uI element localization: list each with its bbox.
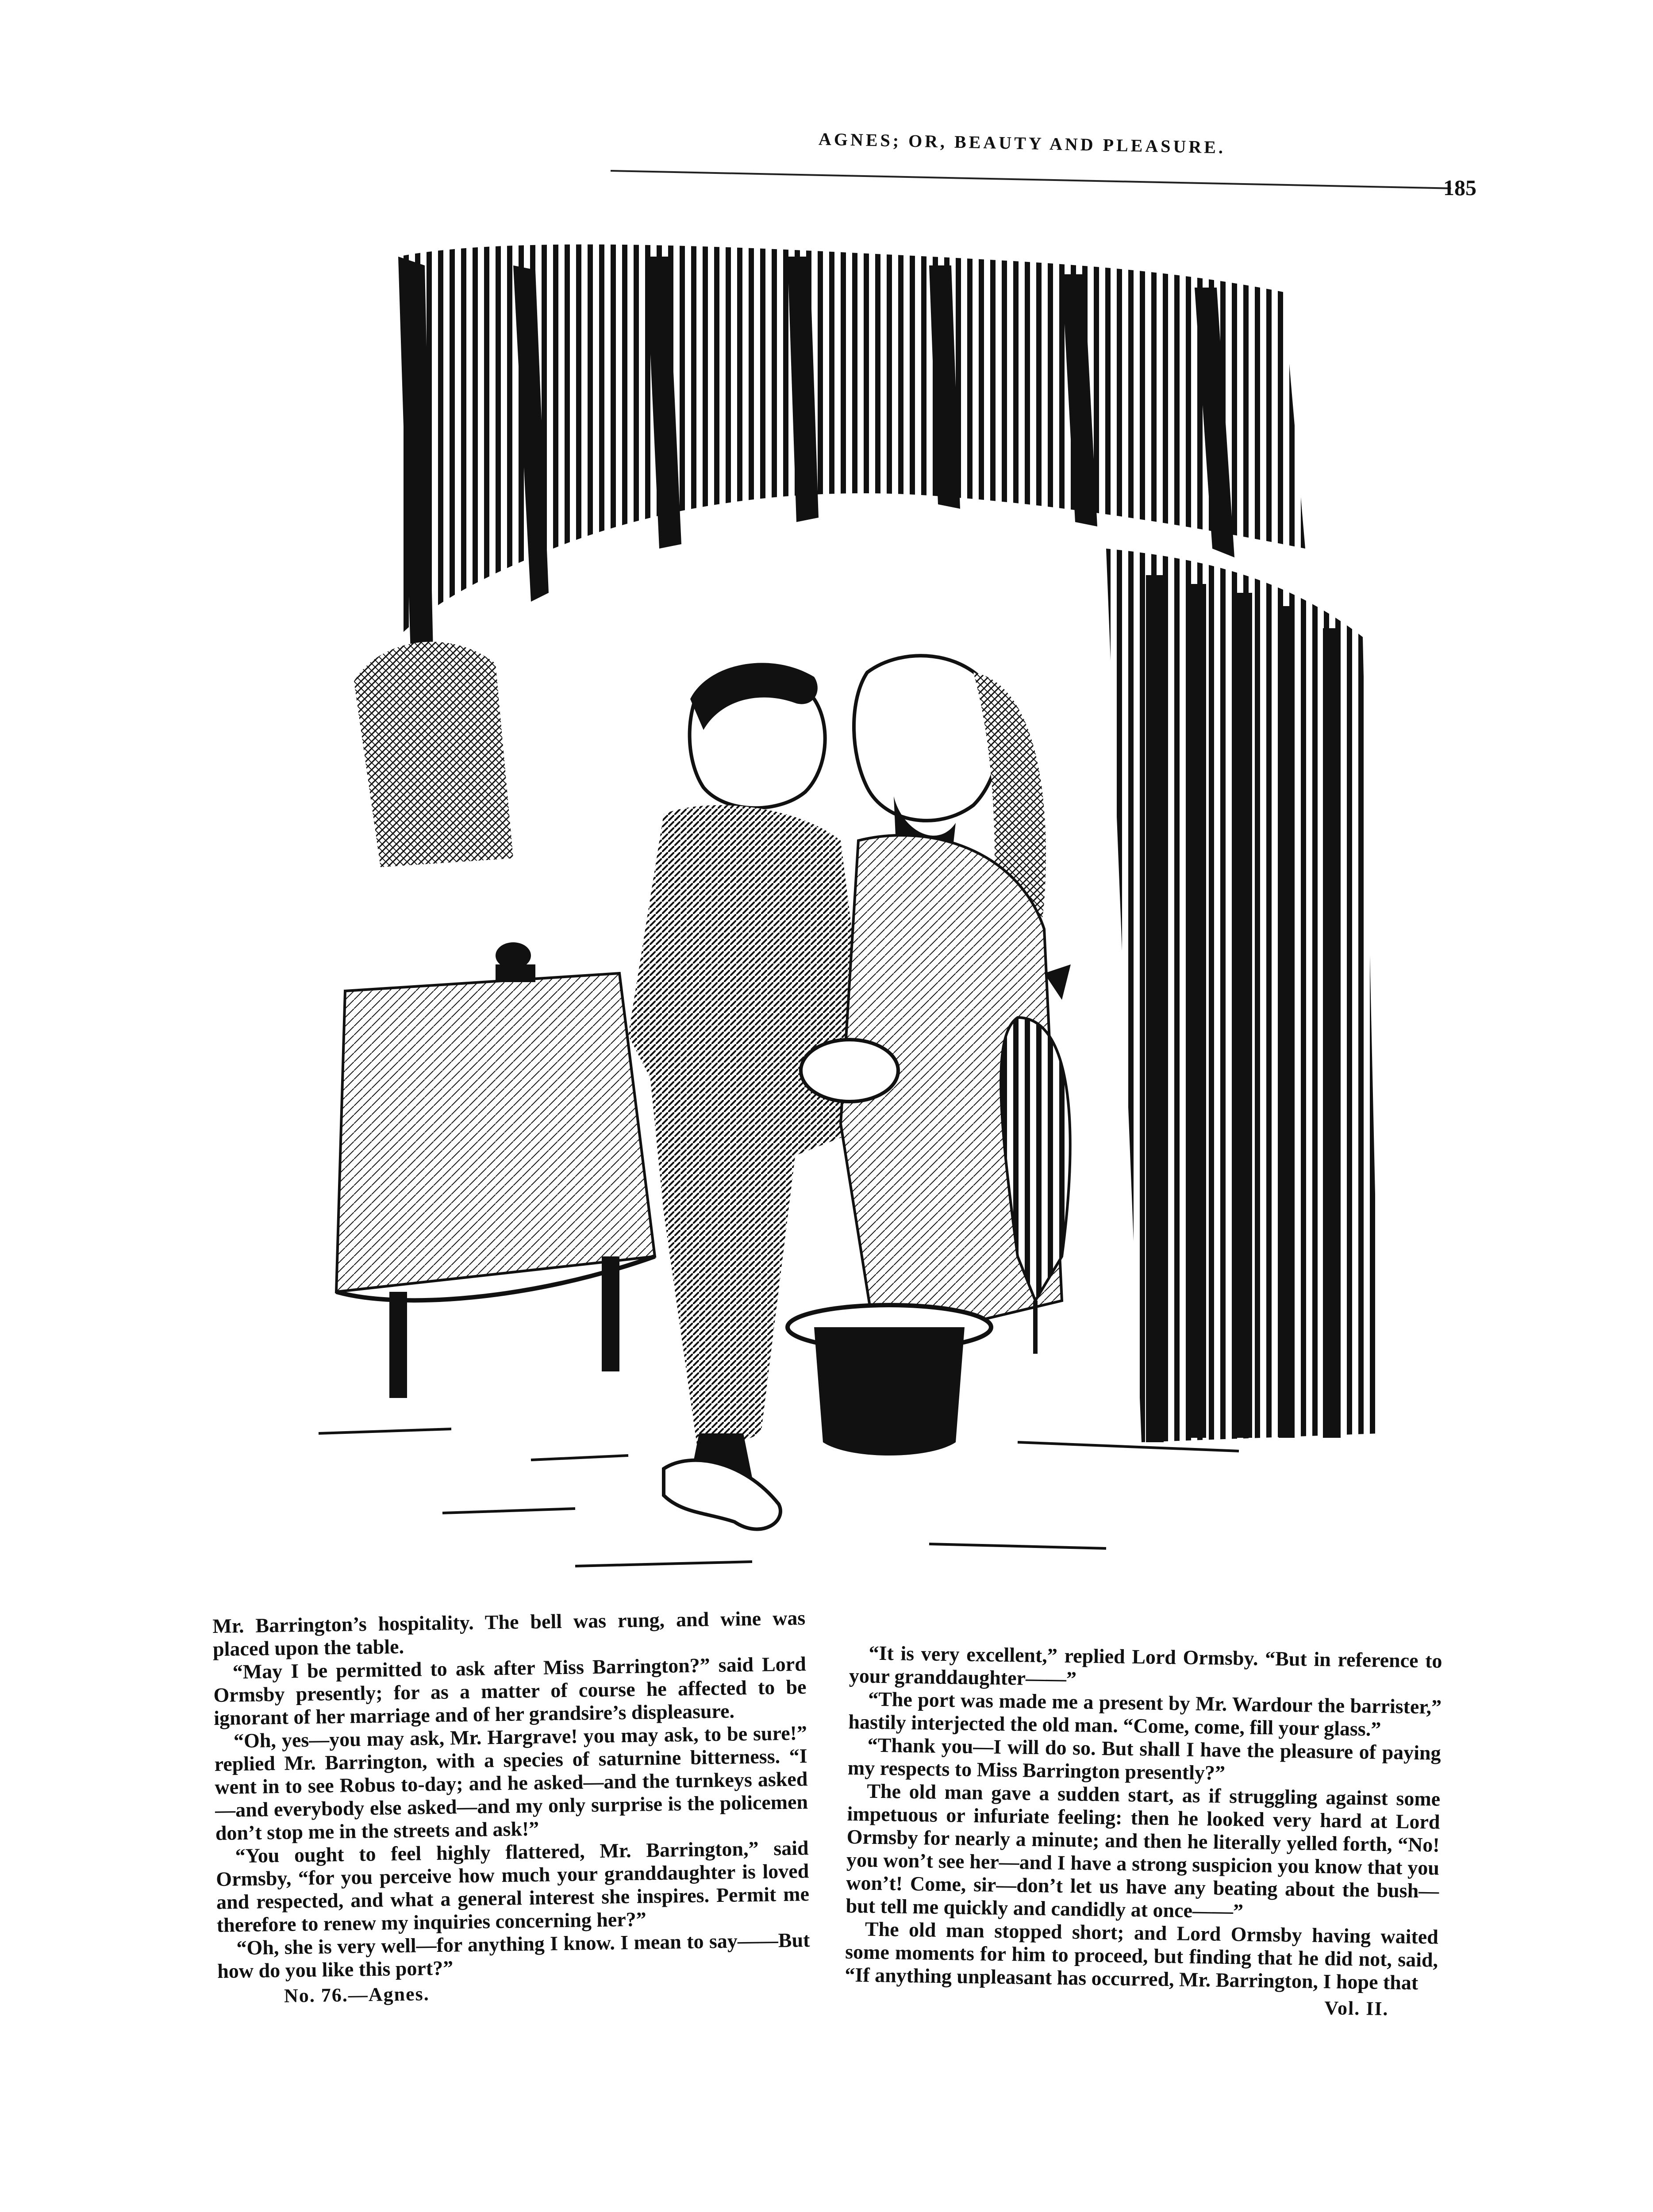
bed-curtain [1106, 549, 1380, 1442]
volume-signature: Vol. II. [1324, 1997, 1389, 2020]
header-rule [611, 170, 1451, 189]
engraving-illustration [265, 239, 1460, 1593]
paragraph: The old man gave a sudden start, as if struggling against some impetuous or infuriate feeling: then he looked very hard at Lord Ormsby for nearly a minute; and then he literally yelled forth, “No! you won’t see her—and I have a strong suspicion you know that you won’t! Come, sir—don’t let us have any beating about the bush—but tell me quickly and candidly at once——” [846, 1779, 1441, 1923]
writing-table [336, 942, 655, 1398]
paragraph: “Oh, yes—you may ask, Mr. Hargrave! you may ask, to be sure!” replied Mr. Barrington, with a species of saturnine bitterness. “I went in to see Robus to-day; and he asked—and the turnkeys asked—and everybody else asked—and my only surprise is the policemen don’t stop me in the streets and ask!” [214, 1721, 808, 1844]
right-column [844, 1641, 1442, 2021]
body-text [212, 1606, 1451, 2212]
paragraph: Mr. Barrington’s hospitality. The bell was rung, and wine was placed upon the table. [212, 1606, 806, 1660]
clasped-hands [801, 1040, 898, 1102]
running-title: AGNES; OR, BEAUTY AND PLEASURE. [818, 129, 1226, 157]
paragraph: “You ought to feel highly flattered, Mr. Barrington,” said Ormsby, “for you perceive how much your granddaughter is loved and respected, and what a general interest she inspires. Permit me therefore to renew my inquiries concerning her?” [215, 1836, 810, 1936]
top-hat [788, 1305, 991, 1455]
page-number: 185 [1443, 175, 1476, 200]
paragraph: “Thank you—I will do so. But shall I have the pleasure of paying my respects to Miss Barrington presently?” [847, 1733, 1441, 1784]
left-column [212, 1606, 811, 2008]
paragraph: “Oh, she is very well—for anything I know. I mean to say——But how do you like this port?” [217, 1928, 810, 1982]
floor-scratches [319, 1429, 1239, 1566]
paragraph: “May I be permitted to ask after Miss Barrington?” said Lord Ormsby presently; for as a matter of course he affected to be ignorant of her marriage and of her grandsire’s displeasure. [213, 1652, 807, 1729]
engraving-drawing [265, 239, 1460, 1593]
paragraph: The old man stopped short; and Lord Ormsby having waited some moments for him to proceed, but finding that he did not, said, “If anything unpleasant has occurred, Mr. Barrington, I hope that [845, 1917, 1439, 1994]
paragraph: “It is very excellent,” replied Lord Ormsby. “But in reference to your granddaughter——” [849, 1641, 1442, 1690]
part-signature: No. 76.—Agnes. [284, 1983, 430, 2007]
paragraph: “The port was made me a present by Mr. Wardour the barrister,” hastily interjected the old man. “Come, come, fill your glass.” [848, 1687, 1442, 1740]
armchair [354, 642, 513, 867]
reaching-hand [664, 1460, 780, 1529]
